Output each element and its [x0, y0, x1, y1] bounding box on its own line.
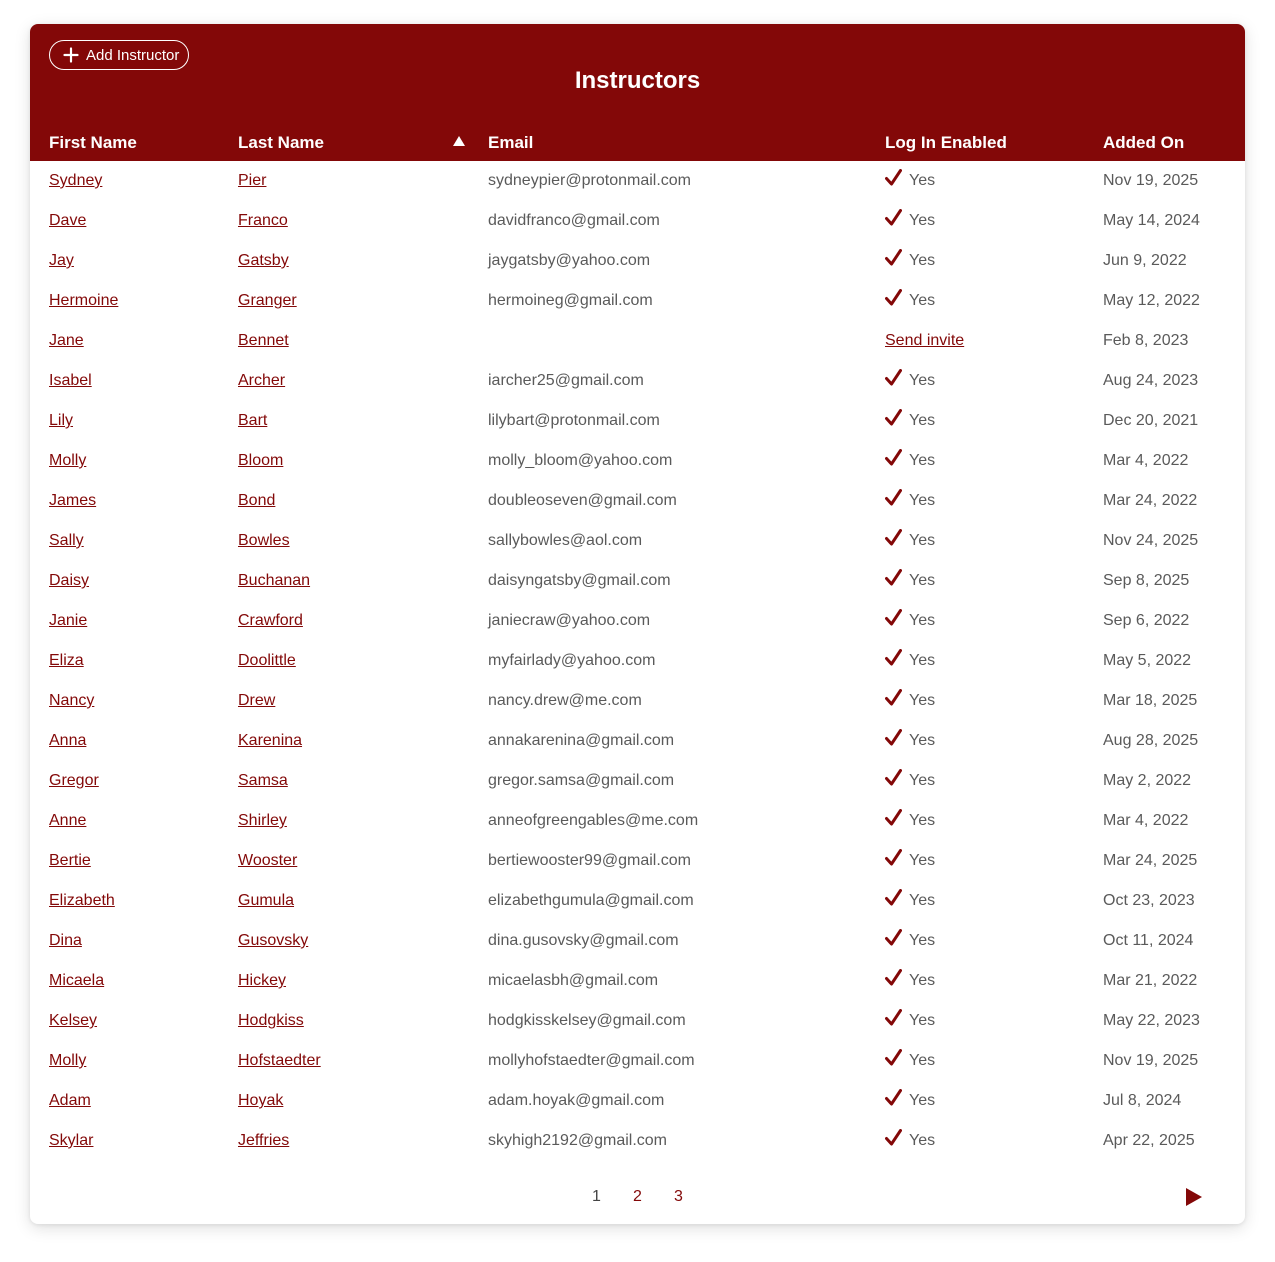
page-1: 1: [592, 1188, 601, 1205]
login-enabled-value: Yes: [909, 772, 936, 789]
column-header-added-on[interactable]: Added On: [1103, 133, 1185, 152]
email-cell: molly_bloom@yahoo.com: [488, 452, 673, 469]
login-enabled-cell: [885, 561, 935, 601]
checkmark-icon: [885, 1089, 902, 1106]
added-on-cell: Dec 20, 2021: [1103, 412, 1199, 429]
email-cell: elizabethgumula@gmail.com: [488, 892, 694, 909]
login-enabled-cell: [885, 761, 935, 801]
first-name-link[interactable]: Hermoine: [49, 292, 119, 309]
email-cell: dina.gusovsky@gmail.com: [488, 932, 679, 949]
email-cell: sydneypier@protonmail.com: [488, 172, 691, 189]
last-name-link[interactable]: Samsa: [238, 772, 288, 789]
checkmark-icon: [885, 929, 902, 946]
table-row: [30, 1121, 1245, 1161]
table-row: [30, 441, 1245, 481]
page-2-link[interactable]: 2: [633, 1188, 642, 1205]
column-header-first-name[interactable]: First Name: [49, 133, 137, 152]
table-row: [30, 641, 1245, 681]
added-on-cell: Mar 21, 2022: [1103, 972, 1198, 989]
checkmark-icon: [885, 529, 902, 546]
added-on-cell: Nov 19, 2025: [1103, 1052, 1199, 1069]
first-name-link[interactable]: Lily: [49, 412, 74, 429]
first-name-link[interactable]: Elizabeth: [49, 892, 115, 909]
last-name-link[interactable]: Karenina: [238, 732, 303, 749]
last-name-link[interactable]: Gumula: [238, 892, 295, 909]
login-enabled-value: Yes: [909, 492, 936, 509]
login-enabled-cell: [885, 441, 935, 481]
added-on-cell: Nov 19, 2025: [1103, 172, 1199, 189]
login-enabled-cell: [885, 521, 935, 561]
login-enabled-value: Yes: [909, 172, 936, 189]
checkmark-icon: [885, 249, 902, 266]
added-on-cell: Oct 23, 2023: [1103, 892, 1195, 909]
first-name-link[interactable]: Janie: [49, 612, 88, 629]
email-cell: janiecraw@yahoo.com: [488, 612, 651, 629]
instructors-card: [30, 24, 1245, 1224]
email-cell: jaygatsby@yahoo.com: [488, 252, 651, 269]
first-name-link[interactable]: Gregor: [49, 772, 99, 789]
last-name-link[interactable]: Bond: [238, 492, 276, 509]
email-cell: daisyngatsby@gmail.com: [488, 572, 671, 589]
added-on-cell: May 5, 2022: [1103, 652, 1192, 669]
added-on-cell: May 22, 2023: [1103, 1012, 1200, 1029]
login-enabled-cell: [885, 1041, 935, 1081]
login-enabled-cell: [885, 961, 935, 1001]
first-name-link[interactable]: Bertie: [49, 852, 91, 869]
checkmark-icon: [885, 1129, 902, 1146]
added-on-cell: Apr 22, 2025: [1103, 1132, 1195, 1149]
last-name-link[interactable]: Bowles: [238, 532, 290, 549]
checkmark-icon: [885, 889, 902, 906]
last-name-link[interactable]: Bloom: [238, 452, 284, 469]
table-row: [30, 201, 1245, 241]
first-name-link[interactable]: Dina: [49, 932, 82, 949]
added-on-cell: Mar 4, 2022: [1103, 812, 1189, 829]
email-cell: myfairlady@yahoo.com: [488, 652, 656, 669]
checkmark-icon: [885, 489, 902, 506]
login-enabled-value: Yes: [909, 852, 936, 869]
login-enabled-cell: [885, 241, 935, 281]
table-row: [30, 761, 1245, 801]
first-name-link[interactable]: Jane: [49, 332, 84, 349]
table-row: [30, 601, 1245, 641]
email-cell: davidfranco@gmail.com: [488, 212, 660, 229]
added-on-cell: Mar 24, 2022: [1103, 492, 1198, 509]
table-row: [30, 881, 1245, 921]
page-title: Instructors: [574, 67, 701, 94]
checkmark-icon: [885, 209, 902, 226]
email-cell: mollyhofstaedter@gmail.com: [488, 1052, 695, 1069]
added-on-cell: Jun 9, 2022: [1103, 252, 1187, 269]
login-enabled-value: Yes: [909, 1012, 936, 1029]
login-enabled-cell: [885, 401, 935, 441]
checkmark-icon: [885, 609, 902, 626]
table-row: [30, 281, 1245, 321]
table-row: [30, 921, 1245, 961]
last-name-link[interactable]: Drew: [238, 692, 276, 709]
table-row: [30, 401, 1245, 441]
checkmark-icon: [885, 729, 902, 746]
email-cell: iarcher25@gmail.com: [488, 372, 644, 389]
table-row: [30, 241, 1245, 281]
checkmark-icon: [885, 449, 902, 466]
first-name-link[interactable]: Nancy: [49, 692, 95, 709]
added-on-cell: Jul 8, 2024: [1103, 1092, 1182, 1109]
login-enabled-value: Yes: [909, 452, 936, 469]
login-enabled-value: Yes: [909, 372, 936, 389]
add-instructor-label: Add Instructor: [86, 46, 180, 64]
last-name-link[interactable]: Gatsby: [238, 252, 289, 269]
last-name-link[interactable]: Archer: [238, 372, 286, 389]
login-enabled-cell: [885, 601, 935, 641]
login-enabled-value: Yes: [909, 532, 936, 549]
table-row: [30, 961, 1245, 1001]
checkmark-icon: [885, 569, 902, 586]
email-cell: lilybart@protonmail.com: [488, 412, 660, 429]
instructors-table-body: [30, 161, 1245, 1161]
login-enabled-value: Yes: [909, 1092, 936, 1109]
add-instructor-button[interactable]: [49, 40, 189, 70]
last-name-link[interactable]: Jeffries: [238, 1132, 290, 1149]
first-name-link[interactable]: Kelsey: [49, 1012, 98, 1029]
added-on-cell: Nov 24, 2025: [1103, 532, 1199, 549]
next-page-icon[interactable]: [1186, 1188, 1202, 1206]
first-name-link[interactable]: Isabel: [49, 372, 92, 389]
last-name-link[interactable]: Bennet: [238, 332, 289, 349]
login-enabled-cell: [885, 281, 935, 321]
plus-icon: [63, 47, 79, 63]
login-enabled-cell: [885, 801, 935, 841]
login-enabled-value: Yes: [909, 1052, 936, 1069]
last-name-link[interactable]: Doolittle: [238, 652, 296, 669]
column-header-email[interactable]: Email: [488, 133, 534, 152]
last-name-link[interactable]: Crawford: [238, 612, 303, 629]
email-cell: bertiewooster99@gmail.com: [488, 852, 691, 869]
email-cell: micaelasbh@gmail.com: [488, 972, 659, 989]
email-cell: gregor.samsa@gmail.com: [488, 772, 675, 789]
table-row: [30, 1081, 1245, 1121]
checkmark-icon: [885, 809, 902, 826]
added-on-cell: May 14, 2024: [1103, 212, 1200, 229]
checkmark-icon: [885, 369, 902, 386]
checkmark-icon: [885, 289, 902, 306]
login-enabled-cell: [885, 201, 935, 241]
last-name-link[interactable]: Shirley: [238, 812, 287, 829]
table-row: [30, 321, 1245, 361]
last-name-link[interactable]: Hofstaedter: [238, 1052, 321, 1069]
email-cell: hermoineg@gmail.com: [488, 292, 653, 309]
checkmark-icon: [885, 409, 902, 426]
first-name-link[interactable]: Anne: [49, 812, 87, 829]
added-on-cell: Aug 24, 2023: [1103, 372, 1199, 389]
last-name-link[interactable]: Bart: [238, 412, 268, 429]
first-name-link[interactable]: Sally: [49, 532, 84, 549]
login-enabled-cell: [885, 641, 935, 681]
last-name-link[interactable]: Pier: [238, 172, 267, 189]
login-enabled-value: Yes: [909, 692, 936, 709]
first-name-link[interactable]: Adam: [49, 1092, 91, 1109]
login-enabled-value: Yes: [909, 612, 936, 629]
login-enabled-cell: [885, 1081, 935, 1121]
page-3-link[interactable]: 3: [674, 1188, 683, 1205]
checkmark-icon: [885, 849, 902, 866]
added-on-cell: Oct 11, 2024: [1103, 932, 1194, 949]
login-enabled-value: Yes: [909, 252, 936, 269]
last-name-link[interactable]: Franco: [238, 212, 288, 229]
table-row: [30, 1041, 1245, 1081]
login-enabled-value: Yes: [909, 412, 936, 429]
login-enabled-value: Yes: [909, 732, 936, 749]
table-row: [30, 681, 1245, 721]
checkmark-icon: [885, 1009, 902, 1026]
email-cell: annakarenina@gmail.com: [488, 732, 675, 749]
added-on-cell: Mar 4, 2022: [1103, 452, 1189, 469]
login-enabled-value: Yes: [909, 652, 936, 669]
sort-ascending-icon[interactable]: [453, 136, 465, 146]
checkmark-icon: [885, 769, 902, 786]
column-header-log-in-enabled[interactable]: Log In Enabled: [885, 133, 1007, 152]
table-row: [30, 801, 1245, 841]
first-name-link[interactable]: Anna: [49, 732, 87, 749]
login-enabled-cell: [885, 721, 935, 761]
table-row: [30, 521, 1245, 561]
email-cell: anneofgreengables@me.com: [488, 812, 699, 829]
email-cell: doubleoseven@gmail.com: [488, 492, 677, 509]
first-name-link[interactable]: James: [49, 492, 97, 509]
send-invite-link[interactable]: Send invite: [885, 332, 965, 349]
login-enabled-value: Yes: [909, 972, 936, 989]
table-row: [30, 561, 1245, 601]
first-name-link[interactable]: Micaela: [49, 972, 105, 989]
added-on-cell: May 12, 2022: [1103, 292, 1200, 309]
login-enabled-value: Yes: [909, 812, 936, 829]
added-on-cell: Aug 28, 2025: [1103, 732, 1199, 749]
first-name-link[interactable]: Molly: [49, 1052, 87, 1069]
last-name-link[interactable]: Wooster: [238, 852, 298, 869]
first-name-link[interactable]: Skylar: [49, 1132, 94, 1149]
table-row: [30, 841, 1245, 881]
last-name-link[interactable]: Granger: [238, 292, 297, 309]
table-row: [30, 161, 1245, 201]
checkmark-icon: [885, 649, 902, 666]
last-name-link[interactable]: Hodgkiss: [238, 1012, 304, 1029]
email-cell: hodgkisskelsey@gmail.com: [488, 1012, 686, 1029]
login-enabled-cell: [885, 841, 935, 881]
last-name-link[interactable]: Buchanan: [238, 572, 311, 589]
first-name-link[interactable]: Daisy: [49, 572, 90, 589]
column-header-last-name[interactable]: Last Name: [238, 133, 324, 152]
added-on-cell: Mar 24, 2025: [1103, 852, 1198, 869]
checkmark-icon: [885, 969, 902, 986]
login-enabled-value: Yes: [909, 212, 936, 229]
last-name-link[interactable]: Hickey: [238, 972, 287, 989]
login-enabled-cell: [885, 881, 935, 921]
last-name-link[interactable]: Hoyak: [238, 1092, 284, 1109]
checkmark-icon: [885, 169, 902, 186]
email-cell: nancy.drew@me.com: [488, 692, 642, 709]
added-on-cell: Sep 8, 2025: [1103, 572, 1190, 589]
first-name-link[interactable]: Dave: [49, 212, 87, 229]
table-row: [30, 1001, 1245, 1041]
first-name-link[interactable]: Eliza: [49, 652, 84, 669]
table-row: [30, 481, 1245, 521]
login-enabled-cell: [885, 361, 935, 401]
table-row: [30, 721, 1245, 761]
email-cell: sallybowles@aol.com: [488, 532, 643, 549]
login-enabled-cell: [885, 161, 935, 201]
login-enabled-cell: [885, 1121, 935, 1161]
table-row: [30, 361, 1245, 401]
first-name-link[interactable]: Sydney: [49, 172, 103, 189]
email-cell: adam.hoyak@gmail.com: [488, 1092, 665, 1109]
added-on-cell: Sep 6, 2022: [1103, 612, 1190, 629]
added-on-cell: May 2, 2022: [1103, 772, 1192, 789]
login-enabled-cell: [885, 481, 935, 521]
added-on-cell: Mar 18, 2025: [1103, 692, 1198, 709]
login-enabled-cell: [885, 1001, 935, 1041]
last-name-link[interactable]: Gusovsky: [238, 932, 309, 949]
login-enabled-value: Yes: [909, 932, 936, 949]
login-enabled-cell: [885, 681, 935, 721]
first-name-link[interactable]: Jay: [49, 252, 74, 269]
checkmark-icon: [885, 689, 902, 706]
added-on-cell: Feb 8, 2023: [1103, 332, 1189, 349]
login-enabled-value: Yes: [909, 1132, 936, 1149]
login-enabled-value: Yes: [909, 892, 936, 909]
first-name-link[interactable]: Molly: [49, 452, 87, 469]
email-cell: skyhigh2192@gmail.com: [488, 1132, 667, 1149]
login-enabled-value: Yes: [909, 572, 936, 589]
checkmark-icon: [885, 1049, 902, 1066]
login-enabled-cell: [885, 921, 935, 961]
login-enabled-value: Yes: [909, 292, 936, 309]
header-bar: [30, 24, 1245, 161]
